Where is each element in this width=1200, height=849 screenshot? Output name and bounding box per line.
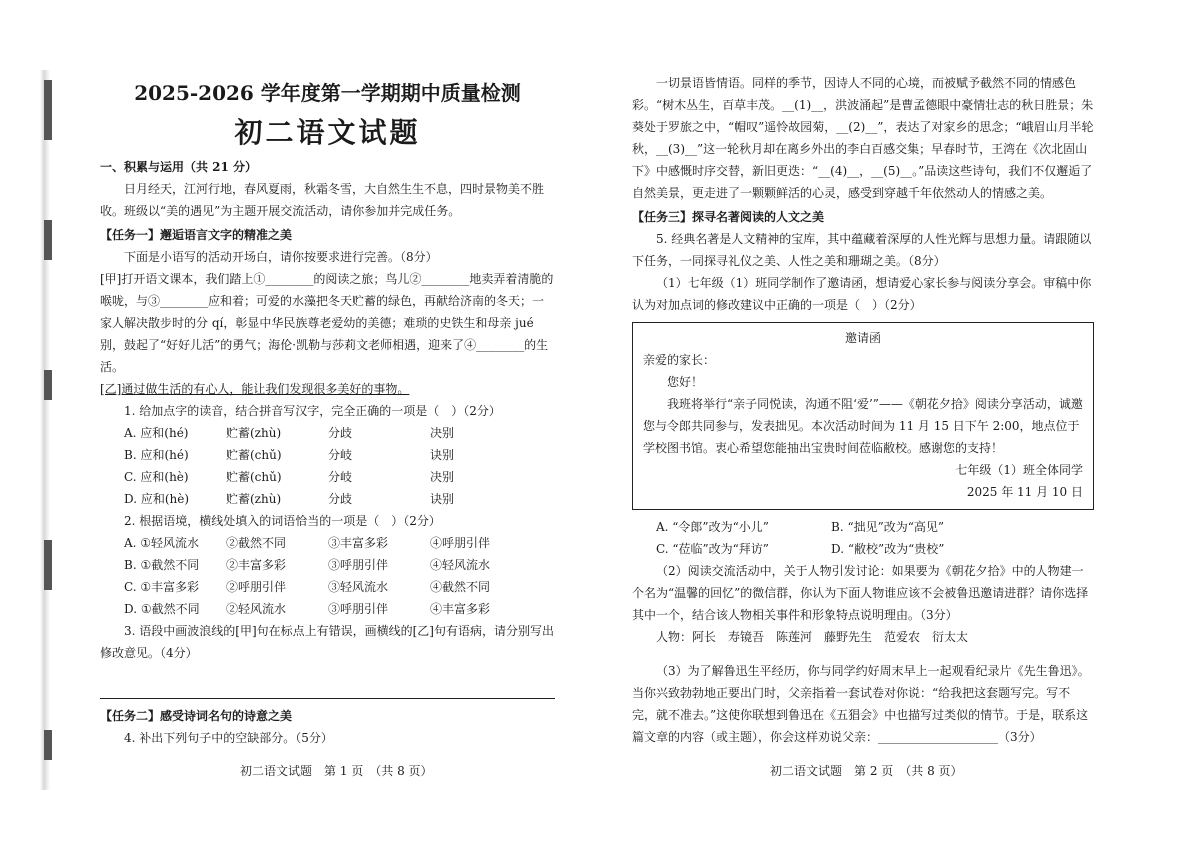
option-cell: 分歧 bbox=[328, 492, 353, 506]
poem-paragraph: 一切景语皆情语。同样的季节，因诗人不同的心境，而被赋予截然不同的情感色彩。“树木丛生，百草丰茂。__(1)__，洪波涌起”是曹孟德眼中豪情壮志的秋日胜景；朱葵处于罗旅之中，“帽叹”遥怜故园菊，__(2)__”，表达了对家乡的思念；“峨眉山月半轮秋，__(3)__”这一轮秋月却在离乡外出的李白百感交集；早春时节，王湾在《次北固山下》中感慨时序交替，新旧更迭：“__(4)__，__(5)__。”品读这些诗句，我们不仅邂逅了自然美景，更走进了一颗颗鲜活的心灵，感受到穿越千年依然动人的情感之美。 bbox=[632, 76, 1094, 200]
scan-edge-mark bbox=[44, 80, 52, 140]
option-cell: 贮蓄(zhù) bbox=[226, 426, 282, 440]
letter-hello: 您好！ bbox=[667, 375, 704, 389]
answer-line[interactable] bbox=[100, 664, 555, 699]
spacer bbox=[632, 648, 1094, 660]
option-cell: 决别 bbox=[430, 426, 455, 440]
option-cell: 分岐 bbox=[328, 470, 353, 484]
exam-header: 2025-2026 学年度第一学期期中质量检测 bbox=[134, 81, 521, 105]
option: B. “拙见”改为“高见” bbox=[831, 520, 944, 534]
option-cell: ②截然不同 bbox=[226, 536, 287, 550]
letter-date: 2025 年 11 月 10 日 bbox=[966, 485, 1083, 499]
option-cell: ③丰富多彩 bbox=[328, 536, 389, 550]
option-row bbox=[124, 422, 555, 444]
people-list: 人物：阿长 寿镜吾 陈莲河 藤野先生 范爱农 衍太太 bbox=[656, 630, 969, 644]
option-row bbox=[124, 576, 555, 598]
intro-paragraph: 日月经天，江河行地，春风夏雨，秋霜冬雪，大自然生生不息，四时景物美不胜收。班级以“美的遇见”为主题开展交流活动，请你参加并完成任务。 bbox=[100, 182, 545, 218]
option-cell: ④轻风流水 bbox=[430, 558, 491, 572]
option-cell: 贮蓄(chǔ) bbox=[226, 448, 282, 462]
question-2: 2. 根据语境，横线处填入的词语恰当的一项是（ ）（2分） bbox=[124, 514, 441, 528]
option-cell: ②丰富多彩 bbox=[226, 558, 287, 572]
option-row bbox=[124, 444, 555, 466]
scan-edge-mark bbox=[44, 540, 52, 590]
scan-edge bbox=[0, 70, 62, 790]
left-page bbox=[100, 60, 555, 749]
option-row bbox=[124, 466, 555, 488]
task3-heading: 【任务三】探寻名著阅读的人文之美 bbox=[632, 210, 825, 224]
q2-options bbox=[100, 532, 555, 620]
letter-body: 我班将举行“亲子同悦读，沟通不阻‘爱’”——《朝花夕拾》阅读分享活动，诚邀您与令郎共同参与，发表拙见。本次活动时间为 11 月 15 日下午 2:00，地点位于学校图书馆。衷心希望您能抽出宝贵时间莅临敝校。感谢您的支持！ bbox=[643, 397, 1083, 455]
right-page bbox=[632, 72, 1094, 748]
option-cell: 贮蓄(chǔ) bbox=[226, 470, 282, 484]
scan-edge-mark bbox=[44, 220, 52, 260]
option: A. “令郎”改为“小儿” bbox=[656, 520, 769, 534]
option-cell: ②呼朋引伴 bbox=[226, 580, 287, 594]
passage-a: [甲]打开语文课本，我们踏上①________的阅读之旅；鸟儿②________地卖弄着清脆的喉咙，与③________应和着；可爱的水藻把冬天贮蓄的绿色，再献给济南的冬天；一家人解决散步时的分 qí，彰显中华民族尊老爱幼的美德；难琐的史铁生和母亲 jué 别，鼓起了“好好儿活”的勇气；海伦·凯勒与莎莉文老师相遇，迎来了④________的生活。 bbox=[100, 272, 554, 374]
option-cell: B. 应和(hé) bbox=[124, 448, 189, 462]
invitation-letter bbox=[632, 322, 1094, 510]
option-cell: 决别 bbox=[430, 470, 455, 484]
page-footer-right: 初二语文试题 第 2 页 （共 8 页） bbox=[770, 764, 963, 778]
task1-heading: 【任务一】邂逅语言文字的精准之美 bbox=[100, 228, 293, 242]
option-cell: 分岐 bbox=[328, 448, 353, 462]
option-cell: ④呼朋引伴 bbox=[430, 536, 491, 550]
option-cell: D. ①截然不同 bbox=[124, 602, 200, 616]
section-heading: 一、积累与运用（共 21 分） bbox=[100, 160, 258, 174]
option-cell: 贮蓄(zhù) bbox=[226, 492, 282, 506]
scan-edge-mark bbox=[44, 730, 52, 760]
option-cell: ③呼朋引伴 bbox=[328, 602, 389, 616]
task1-desc: 下面是小语写的活动开场白，请你按要求进行完善。（8分） bbox=[124, 250, 438, 264]
option-cell: A. 应和(hé) bbox=[124, 426, 189, 440]
q5-1-options bbox=[632, 516, 1094, 560]
option-cell: ④截然不同 bbox=[430, 580, 491, 594]
option-cell: ④丰富多彩 bbox=[430, 602, 491, 616]
option: D. “敝校”改为“贵校” bbox=[831, 542, 945, 556]
option-cell: 分歧 bbox=[328, 426, 353, 440]
letter-greeting: 亲爱的家长： bbox=[643, 353, 716, 367]
question-3: 3. 语段中画波浪线的[甲]句在标点上有错误，画横线的[乙]句有语病，请分别写出修改意见。（4分） bbox=[100, 624, 554, 660]
page-footer-left: 初二语文试题 第 1 页 （共 8 页） bbox=[240, 764, 433, 778]
q1-options bbox=[100, 422, 555, 510]
option-row bbox=[124, 532, 555, 554]
option-row bbox=[124, 488, 555, 510]
exam-title: 初二语文试题 bbox=[234, 116, 421, 149]
option-cell: ③轻风流水 bbox=[328, 580, 389, 594]
option-cell: C. 应和(hè) bbox=[124, 470, 189, 484]
option-cell: A. ①轻风流水 bbox=[124, 536, 200, 550]
option-cell: C. ①丰富多彩 bbox=[124, 580, 200, 594]
question-5-2: （2）阅读交流活动中，关于人物引发讨论：如果要为《朝花夕拾》中的人物建一个名为“温馨的回忆”的微信群，你认为下面人物谁应该不会被鲁迅邀请进群？请你选择其中一个，结合该人物相关事件和形象特点说明理由。（3分） bbox=[632, 564, 1089, 622]
option-cell: ③呼朋引伴 bbox=[328, 558, 389, 572]
task2-heading: 【任务二】感受诗词名句的诗意之美 bbox=[100, 709, 293, 723]
option-cell: ②轻风流水 bbox=[226, 602, 287, 616]
option: C. “莅临”改为“拜访” bbox=[656, 542, 769, 556]
question-5-3: （3）为了解鲁迅生平经历，你与同学约好周末早上一起观看纪录片《先生鲁迅》。当你兴致勃勃地正要出门时，父亲指着一套试卷对你说：“给我把这套题写完。写不完，就不准去。”这使你联想到鲁迅在《五猖会》中也描写过类似的情节。于是，联系这篇文章的内容（或主题），你会这样劝说父亲：____________________（3分） bbox=[632, 664, 1090, 744]
passage-b: [乙]通过做生活的有心人，能让我们发现很多美好的事物。 bbox=[100, 382, 410, 396]
question-5-1: （1）七年级（1）班同学制作了邀请函，想请爱心家长参与阅读分享会。审稿中你认为对加点词的修改建议中正确的一项是（ ）（2分） bbox=[632, 276, 1092, 312]
question-4: 4. 补出下列句子中的空缺部分。（5分） bbox=[124, 731, 333, 745]
option-row bbox=[124, 598, 555, 620]
option-cell: B. ①截然不同 bbox=[124, 558, 200, 572]
option-cell: D. 应和(hè) bbox=[124, 492, 190, 506]
scan-edge-mark bbox=[44, 370, 52, 400]
option-cell: 诀别 bbox=[430, 448, 455, 462]
option-cell: 诀别 bbox=[430, 492, 455, 506]
option-row bbox=[124, 554, 555, 576]
question-5: 5. 经典名著是人文精神的宝库，其中蕴藏着深厚的人性光辉与思想力量。请跟随以下任务，一同探寻礼仪之美、人性之美和珊瑚之美。（8分） bbox=[632, 232, 1092, 268]
letter-sign: 七年级（1）班全体同学 bbox=[955, 463, 1083, 477]
question-1: 1. 给加点字的读音，结合拼音写汉字，完全正确的一项是（ ）（2分） bbox=[124, 404, 501, 418]
letter-title: 邀请函 bbox=[844, 331, 881, 345]
